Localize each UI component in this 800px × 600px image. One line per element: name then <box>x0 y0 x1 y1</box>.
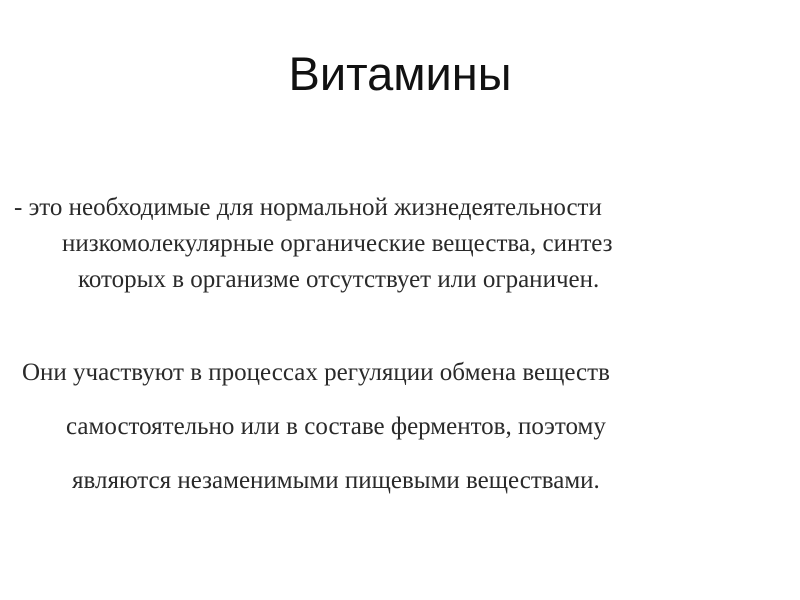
role-line-3: являются незаменимыми пищевыми веществами. <box>72 467 600 494</box>
definition-line-2: низкомолекулярные органические вещества, синтез <box>62 230 613 257</box>
role-line-1: Они участвуют в процессах регуляции обмена веществ <box>22 359 610 386</box>
role-line-2: самостоятельно или в составе ферментов, поэтому <box>66 413 606 440</box>
definition-line-3: которых в организме отсутствует или ограничен. <box>78 266 600 293</box>
slide-title: Витамины <box>288 47 512 100</box>
definition-line-1: - это необходимые для нормальной жизнедеятельности <box>14 194 602 221</box>
